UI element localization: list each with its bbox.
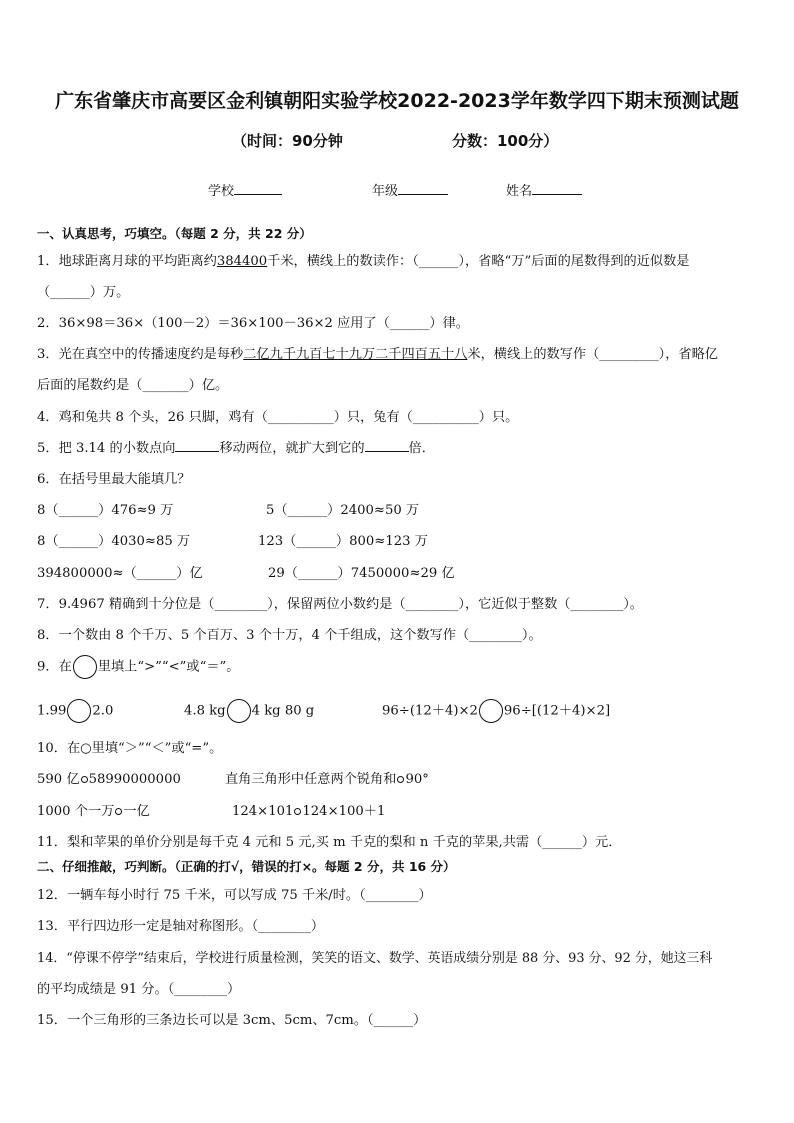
q10-row1-left xyxy=(37,768,181,787)
q10-row2-left xyxy=(37,800,150,819)
q5-blank-2[interactable] xyxy=(365,439,409,452)
section1-heading: 一、认真思考，巧填空。（每题 2 分，共 22 分） xyxy=(37,226,312,241)
q3-underlined-number: 二亿九千九百七十九万二千四百五十八 xyxy=(243,347,468,362)
q9-e3-left: 96÷(12＋4)×2 xyxy=(382,703,478,719)
question-12: 12．一辆车每小时行 75 千米，可以写成 75 千米/时。（________） xyxy=(37,888,432,903)
q6-row3-left: 394800000≈（______）亿 xyxy=(37,566,203,581)
question-13: 13．平行四边形一定是轴对称图形。（________） xyxy=(37,919,325,934)
q9-expr-1 xyxy=(37,699,113,723)
name-field xyxy=(506,180,582,199)
q3-text-b: 米，横线上的数写作（_________），省略亿 xyxy=(467,347,718,362)
q10-r1b-right: 90° xyxy=(405,772,429,787)
q9-e2-left: 4.8 kg xyxy=(184,703,226,719)
q9-expr-3 xyxy=(382,699,610,723)
q10-circle-3[interactable] xyxy=(115,808,122,815)
q9-e2-right: 4 kg 80 g xyxy=(251,703,315,719)
question-1-line2: （______）万。 xyxy=(37,285,130,300)
section2-heading: 二、仔细推敲，巧判断。（正确的打√，错误的打×。每题 2 分，共 16 分） xyxy=(37,859,456,874)
grade-label: 年级 xyxy=(372,184,399,199)
q9-expr-2 xyxy=(184,699,314,723)
question-14-line2: 的平均成绩是 91 分。（________） xyxy=(37,982,241,997)
q10-r1a-left: 590 亿 xyxy=(37,772,80,787)
q5-text-a: 5．把 3.14 的小数点向 xyxy=(37,441,176,456)
q6-row2-left: 8（______）4030≈85 万 xyxy=(37,534,191,549)
q10-r2b-left: 124×101 xyxy=(232,804,294,819)
question-4: 4．鸡和兔共 8 个头，26 只脚，鸡有（__________）只，兔有（__________）只。 xyxy=(37,410,519,425)
question-10: 10．在○里填“＞”“＜”或“=”。 xyxy=(37,741,223,756)
q10-circle-1[interactable] xyxy=(81,776,88,783)
q9-circle-2[interactable] xyxy=(227,699,251,723)
q6-row3-right: 29（______）7450000≈29 亿 xyxy=(268,566,455,581)
grade-blank[interactable] xyxy=(398,182,448,195)
q10-circle-4[interactable] xyxy=(294,808,301,815)
question-5 xyxy=(37,437,435,456)
school-label: 学校 xyxy=(208,184,235,199)
q10-r1a-right: 58990000000 xyxy=(88,772,181,787)
q6-row1-right: 5（______）2400≈50 万 xyxy=(266,503,420,518)
grade-field xyxy=(372,180,448,199)
question-6: 6．在括号里最大能填几？ xyxy=(37,472,191,487)
q10-r2b-right: 124×100＋1 xyxy=(302,804,386,819)
question-15: 15．一个三角形的三条边长可以是 3cm、5cm、7cm。（______） xyxy=(37,1013,427,1028)
q10-row1-right xyxy=(225,768,429,787)
q3-text-a: 3．光在真空中的传播速度约是每秒 xyxy=(37,347,244,362)
exam-title: 广东省肇庆市高要区金利镇朝阳实验学校2022-2023学年数学四下期末预测试题 xyxy=(55,90,739,112)
q9-text-b: 里填上“>”“<”或“＝”。 xyxy=(97,659,240,675)
q9-circle-3[interactable] xyxy=(479,699,503,723)
q10-circle-2[interactable] xyxy=(397,776,404,783)
question-3-line1 xyxy=(37,343,718,362)
school-blank[interactable] xyxy=(234,182,282,195)
q6-row1-left: 8（______）476≈9 万 xyxy=(37,503,174,518)
question-1-line1 xyxy=(37,250,689,269)
question-2: 2．36×98＝36×（100－2）＝36×100－36×2 应用了（______）律。 xyxy=(37,316,469,331)
q1-underlined-number: 384400 xyxy=(216,254,268,269)
q1-text-b: 千米，横线上的数读作：（______），省略“万”后面的尾数得到的近似数是 xyxy=(267,254,690,269)
q10-r1b-left: 直角三角形中任意两个锐角和 xyxy=(225,772,397,787)
q9-circle-1[interactable] xyxy=(67,699,91,723)
school-field xyxy=(208,180,282,199)
question-8: 8．一个数由 8 个千万、5 个百万、3 个十万，4 个千组成，这个数写作（________）。 xyxy=(37,628,542,643)
q5-text-c: 倍． xyxy=(408,441,435,456)
name-label: 姓名 xyxy=(506,184,533,199)
q9-e1-right: 2.0 xyxy=(92,703,114,719)
q6-row2-right: 123（______）800≈123 万 xyxy=(258,534,428,549)
exam-time: （时间：90分钟 xyxy=(232,132,343,150)
q10-r2a-right: 一亿 xyxy=(123,804,150,819)
circle-icon xyxy=(73,655,97,679)
q9-text-a: 9．在 xyxy=(37,659,72,675)
question-11: 11．梨和苹果的单价分别是每千克 4 元和 5 元,买 m 千克的梨和 n 千克的苹果,共需（______）元． xyxy=(37,835,622,850)
question-14-line1: 14．“停课不停学”结束后，学校进行质量检测，笑笑的语文、数学、英语成绩分别是 88 分、93 分、92 分，她这三科 xyxy=(37,951,713,966)
q9-e1-left: 1.99 xyxy=(37,703,67,719)
q9-e3-right: 96÷[(12＋4)×2] xyxy=(503,703,611,719)
q1-text-a: 1．地球距离月球的平均距离约 xyxy=(37,254,217,269)
question-9 xyxy=(37,655,239,679)
question-7: 7．9.4967 精确到十分位是（________），保留两位小数约是（________），它近似于整数（________）。 xyxy=(37,597,643,612)
name-blank[interactable] xyxy=(532,182,582,195)
q10-row2-right xyxy=(232,800,385,819)
q5-text-b: 移动两位，就扩大到它的 xyxy=(219,441,365,456)
q10-r2a-left: 1000 个一万 xyxy=(37,804,115,819)
question-3-line2: 后面的尾数约是（_______）亿。 xyxy=(37,378,229,393)
q5-blank-1[interactable] xyxy=(175,439,219,452)
exam-score: 分数：100分） xyxy=(452,132,559,150)
